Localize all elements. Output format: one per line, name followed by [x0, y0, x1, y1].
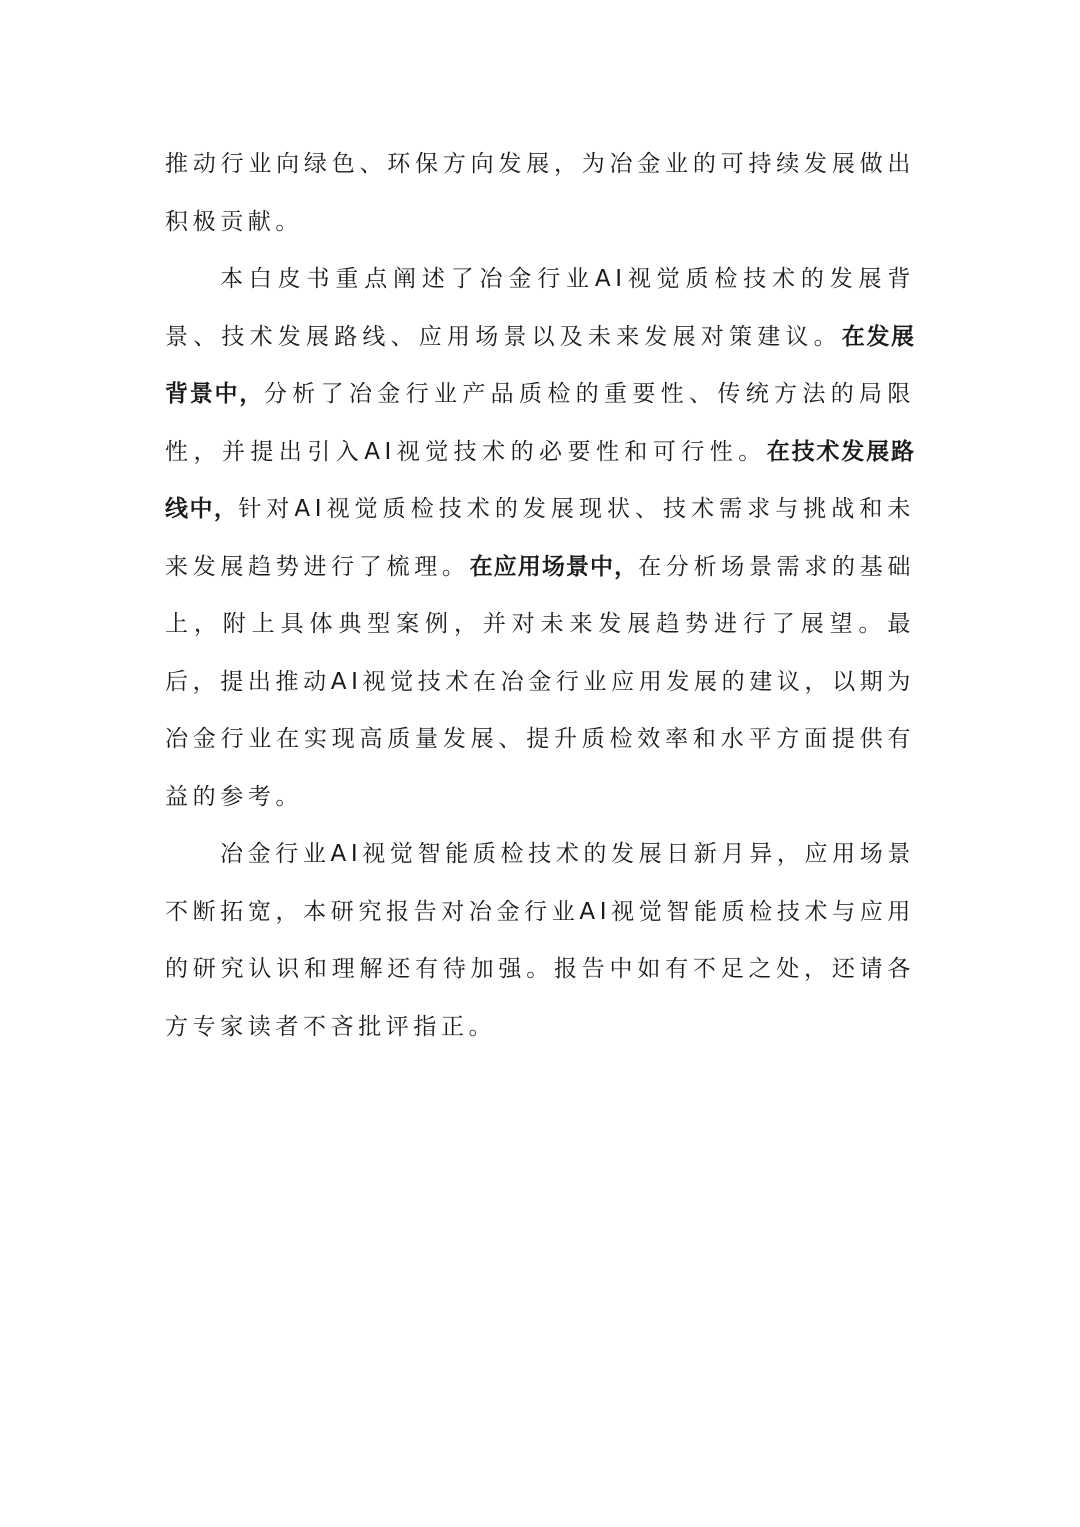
body-text — [165, 136, 915, 1056]
paragraph-1-text: 推动行业向绿色、环保方向发展，为冶金业的可持续发展做出积极贡献。 — [165, 151, 915, 235]
paragraph-3 — [165, 826, 915, 1056]
paragraph-3-text: 冶金行业AI视觉智能质检技术的发展日新月异，应用场景不断拓宽，本研究报告对冶金行业AI视觉智能质检技术与应用的研究认识和理解还有待加强。报告中如有不足之处，还请各方专家读者不吝批评指正。 — [165, 841, 915, 1040]
paragraph-2-bold-heading-3: 在应用场景中， — [469, 553, 639, 580]
paragraph-2-text-3: 针对AI视觉质检技术的发展现状、技术需求与挑战和未来发展趋势进行了梳理。 — [165, 496, 915, 580]
paragraph-2-bold-heading-1: 在发展背景中， — [165, 323, 915, 407]
paragraph-2-text-4: 在分析场景需求的基础上，附上具体典型案例，并对未来发展趋势进行了展望。最后，提出推动AI视觉技术在冶金行业应用发展的建议，以期为冶金行业在实现高质量发展、提升质检效率和水平方面提供有益的参考。 — [165, 553, 916, 810]
paragraph-2 — [165, 251, 915, 826]
paragraph-2-text-2: 分析了冶金行业产品质检的重要性、传统方法的局限性，并提出引入AI视觉技术的必要性和可行性。 — [165, 381, 915, 465]
paragraph-2-bold-heading-2: 在技术发展路线中， — [165, 438, 916, 522]
paragraph-1 — [165, 136, 915, 251]
paragraph-2-text-1: 本白皮书重点阐述了冶金行业AI视觉质检技术的发展背景、技术发展路线、应用场景以及未来发展对策建议。 — [165, 266, 915, 350]
